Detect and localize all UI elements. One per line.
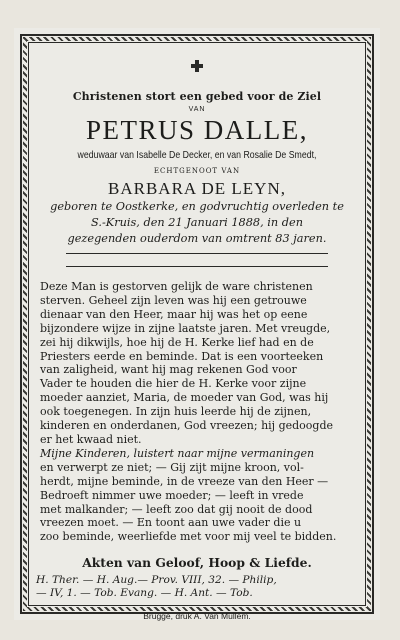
printer-line: Brugge, druk A. Van Mullem.	[143, 611, 251, 621]
children-line: en verwerpt ze niet; — Gij zijt mijne kroon, vol-	[40, 460, 304, 474]
eulogy-line: Deze Man is gestorven gelijk de ware christenen	[40, 280, 313, 293]
eulogy-line: van zaligheid, want hij mag rekenen God voor	[40, 363, 297, 377]
divider-bottom	[66, 266, 328, 267]
eulogy-line: Vader te houden die hier de H. Kerke voor zijne	[40, 377, 307, 391]
prayer-card	[14, 28, 380, 620]
intro-line: Christenen stort een gebed voor de Ziel	[72, 90, 322, 103]
bio-line-3: gezegenden ouderdom van omtrent 83 jaren.	[67, 232, 327, 245]
card-content	[36, 50, 358, 621]
eulogy-line: bijzondere wijze in zijne laatste jaren. Met vreugde,	[40, 321, 331, 335]
children-line: herdt, mijne beminde, in de vreeze van den Heer —	[40, 474, 329, 488]
scripture-refs	[36, 574, 358, 600]
eulogy-line: ook toegenegen. In zijn huis leerde hij de zijnen,	[40, 405, 312, 419]
eulogy-line: zei hij dikwijls, hoe hij de H. Kerke lief had en de	[40, 335, 314, 349]
refs-line: H. Ther. — H. Aug.— Prov. VIII, 32. — Philip,	[36, 574, 277, 586]
children-line: vreezen moet. — En toont aan uwe vader die u	[40, 516, 302, 530]
divider-top	[66, 253, 328, 254]
children-line: Bedroeft nimmer uwe moeder; — leeft in vrede	[40, 488, 304, 502]
van-label: VAN	[188, 106, 206, 113]
eulogy-line: er het kwaad niet.	[40, 432, 142, 446]
eulogy-line: moeder aanziet, Maria, de moeder van God, was hij	[40, 391, 329, 405]
widower-line: weduwaar van Isabelle De Decker, en van Rosalie De Smedt,	[77, 150, 317, 161]
children-line: met malkander; — leeft zoo dat gij nooit de dood	[40, 502, 313, 516]
bio-line-2: S.-Kruis, den 21 Januari 1888, in den	[91, 216, 303, 229]
bio-line-1: geboren te Oostkerke, en godvruchtig overleden te	[50, 200, 344, 213]
cross-icon	[191, 60, 203, 72]
acts-heading: Akten van Geloof, Hoop & Liefde.	[82, 555, 312, 570]
wife-name: BARBARA DE LEYN,	[108, 179, 286, 198]
eulogy-line: Priesters eerde en beminde. Dat is een voorteeken	[40, 349, 324, 363]
children-line: Mijne Kinderen, luistert naar mijne vermaningen	[40, 446, 315, 460]
refs-line: — IV, 1. — Tob. Evang. — H. Ant. — Tob.	[36, 587, 253, 599]
eulogy-text	[40, 280, 358, 544]
eulogy-line: dienaar van den Heer, maar hij was het op eene	[40, 307, 308, 321]
eulogy-line: sterven. Geheel zijn leven was hij een getrouwe	[40, 293, 307, 307]
children-line: zoo beminde, weerliefde met voor mij veel te bidden.	[40, 530, 337, 544]
spouse-label: ECHTGENOOT VAN	[153, 167, 241, 175]
eulogy-line: kinderen en onderdanen, God vreezen; hij gedoogde	[40, 419, 334, 433]
deceased-name: PETRUS DALLE,	[86, 115, 308, 145]
